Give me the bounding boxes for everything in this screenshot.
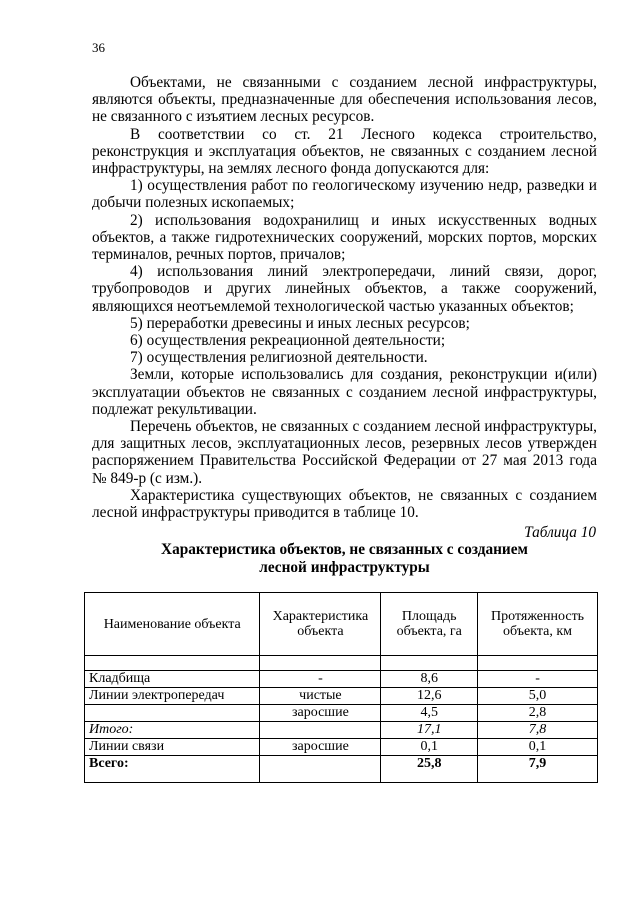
- paragraph: Земли, которые использовались для создания, реконструкции и(или) эксплуатации объектов не связанных с созданием лесной инфраструктуры, подлежат рекультивации.: [92, 366, 597, 418]
- body-text: [92, 74, 597, 521]
- list-item: 6) осуществления рекреационной деятельности;: [130, 332, 446, 350]
- table-cell: [260, 722, 381, 739]
- column-header: Протяженность объекта, км: [478, 593, 598, 656]
- table-cell: 2,8: [478, 705, 598, 722]
- paragraph: Перечень объектов, не связанных с созданием лесной инфраструктуры, для защитных лесов, эксплуатационных лесов, резервных лесов утвержден распоряжением Правительства Российской Федерации от 27 мая 2013 года № 849-р (с изм.).: [92, 418, 597, 487]
- table-header-row: [85, 593, 598, 656]
- table-cell: чистые: [260, 688, 381, 705]
- table-cell: 8,6: [381, 671, 478, 688]
- table-cell: -: [478, 671, 598, 688]
- table-row: [85, 671, 598, 688]
- paragraph: Характеристика существующих объектов, не связанных с созданием лесной инфраструктуры приводится в таблице 10.: [92, 486, 597, 522]
- list-item: 7) осуществления религиозной деятельности.: [130, 349, 428, 367]
- table-cell: 0,1: [381, 739, 478, 756]
- table-cell: заросшие: [260, 739, 381, 756]
- column-header: Наименование объекта: [85, 593, 260, 656]
- table-cell: [260, 756, 381, 783]
- table-cell: 7,8: [478, 722, 598, 739]
- table-cell: Кладбища: [85, 671, 260, 688]
- paragraph: Объектами, не связанными с созданием лесной инфраструктуры, являются объекты, предназначенные для обеспечения использования лесов, не связанного с изъятием лесных ресурсов.: [92, 74, 597, 126]
- table-cell: [85, 705, 260, 722]
- page-number: 36: [92, 40, 105, 55]
- table-row: [85, 705, 598, 722]
- table-cell: 17,1: [381, 722, 478, 739]
- table-cell: Линии электропередач: [85, 688, 260, 705]
- column-header: Площадь объекта, га: [381, 593, 478, 656]
- table-number: Таблица 10: [524, 524, 596, 541]
- table-title-line: лесной инфраструктуры: [259, 559, 430, 576]
- list-item: 1) осуществления работ по геологическому изучению недр, разведки и добычи полезных ископаемых;: [92, 177, 597, 212]
- table-row: [85, 739, 598, 756]
- list-item: 5) переработки древесины и иных лесных ресурсов;: [130, 314, 470, 332]
- table-cell: 25,8: [381, 756, 478, 783]
- table-cell: Итого:: [85, 722, 260, 739]
- table-row-total: [85, 756, 598, 783]
- table-cell: 5,0: [478, 688, 598, 705]
- table-spacer-row: [85, 656, 598, 671]
- table-cell: 7,9: [478, 756, 598, 783]
- table-row-subtotal: [85, 722, 598, 739]
- table-title: [92, 541, 597, 577]
- table-cell: -: [260, 671, 381, 688]
- paragraph: В соответствии со ст. 21 Лесного кодекса строительство, реконструкция и эксплуатация объектов, не связанных с созданием лесной инфраструктуры, на землях лесного фонда допускаются для:: [92, 125, 597, 178]
- table-cell: заросшие: [260, 705, 381, 722]
- table-cell: 12,6: [381, 688, 478, 705]
- table-title-line: Характеристика объектов, не связанных с созданием: [161, 541, 528, 558]
- table-cell: Линии связи: [85, 739, 260, 756]
- list-item: 2) использования водохранилищ и иных искусственных водных объектов, а также гидротехнических сооружений, морских портов, морских терминалов, речных портов, причалов;: [92, 211, 597, 264]
- column-header: Характеристика объекта: [260, 593, 381, 656]
- table-cell: Всего:: [85, 756, 260, 783]
- table-cell: 0,1: [478, 739, 598, 756]
- table-row: [85, 688, 598, 705]
- list-item: 4) использования линий электропередачи, линий связи, дорог, трубопроводов и других линейных объектов, а также сооружений, являющихся неотъемлемой технологической частью указанных объектов;: [92, 263, 597, 315]
- objects-table: [84, 592, 598, 783]
- table-cell: 4,5: [381, 705, 478, 722]
